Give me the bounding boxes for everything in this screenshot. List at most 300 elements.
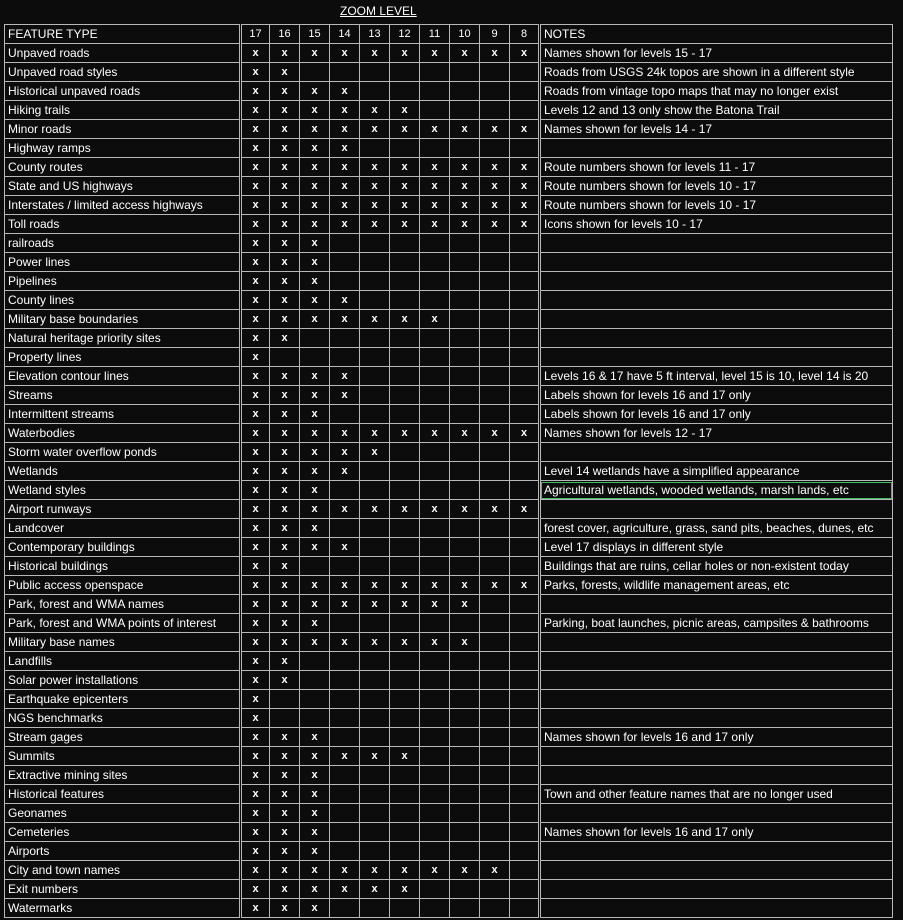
note-cell[interactable] <box>540 861 893 880</box>
zoom-level-cell[interactable] <box>510 234 540 253</box>
zoom-level-cell[interactable] <box>450 652 480 671</box>
zoom-level-cell[interactable]: x <box>480 500 510 519</box>
zoom-level-cell[interactable]: x <box>270 424 300 443</box>
zoom-level-cell[interactable] <box>510 823 540 842</box>
zoom-level-cell[interactable] <box>330 329 360 348</box>
zoom-level-cell[interactable]: x <box>270 899 300 918</box>
zoom-level-cell[interactable]: x <box>270 500 300 519</box>
zoom-level-cell[interactable]: x <box>270 671 300 690</box>
zoom-level-cell[interactable] <box>360 481 390 500</box>
zoom-level-cell[interactable]: x <box>241 310 270 329</box>
zoom-level-cell[interactable]: x <box>390 424 420 443</box>
zoom-level-cell[interactable]: x <box>450 196 480 215</box>
zoom-level-cell[interactable]: x <box>300 443 330 462</box>
zoom-level-cell[interactable] <box>480 386 510 405</box>
zoom-level-cell[interactable]: x <box>270 557 300 576</box>
zoom-level-cell[interactable] <box>480 101 510 120</box>
zoom-level-cell[interactable] <box>450 728 480 747</box>
note-cell[interactable] <box>540 348 893 367</box>
zoom-level-cell[interactable]: x <box>300 766 330 785</box>
zoom-level-cell[interactable]: x <box>241 120 270 139</box>
zoom-level-cell[interactable] <box>450 405 480 424</box>
feature-type-cell[interactable]: Power lines <box>5 253 241 272</box>
zoom-level-cell[interactable] <box>510 614 540 633</box>
zoom-level-cell[interactable]: x <box>510 424 540 443</box>
zoom-level-cell[interactable] <box>330 614 360 633</box>
zoom-level-cell[interactable] <box>360 766 390 785</box>
feature-type-cell[interactable]: Extractive mining sites <box>5 766 241 785</box>
zoom-level-cell[interactable]: x <box>270 329 300 348</box>
zoom-level-cell[interactable]: x <box>300 804 330 823</box>
zoom-level-cell[interactable] <box>300 348 330 367</box>
zoom-level-cell[interactable] <box>510 785 540 804</box>
zoom-level-cell[interactable]: x <box>270 614 300 633</box>
zoom-level-cell[interactable]: x <box>450 633 480 652</box>
zoom-level-cell[interactable] <box>510 405 540 424</box>
zoom-level-cell[interactable] <box>510 671 540 690</box>
feature-type-cell[interactable]: Property lines <box>5 348 241 367</box>
feature-type-cell[interactable]: Waterbodies <box>5 424 241 443</box>
zoom-level-cell[interactable]: x <box>330 101 360 120</box>
zoom-level-cell[interactable] <box>480 519 510 538</box>
zoom-level-cell[interactable] <box>420 614 450 633</box>
zoom-level-cell[interactable] <box>510 899 540 918</box>
note-cell[interactable]: Parks, forests, wildlife management areas, etc <box>540 576 893 595</box>
zoom-level-cell[interactable]: x <box>330 500 360 519</box>
zoom-level-cell[interactable] <box>450 842 480 861</box>
zoom-level-cell[interactable] <box>480 880 510 899</box>
zoom-level-cell[interactable] <box>390 823 420 842</box>
zoom-level-cell[interactable]: x <box>300 785 330 804</box>
zoom-level-cell[interactable] <box>420 329 450 348</box>
feature-type-cell[interactable]: Contemporary buildings <box>5 538 241 557</box>
zoom-level-cell[interactable]: x <box>270 462 300 481</box>
feature-type-cell[interactable]: Storm water overflow ponds <box>5 443 241 462</box>
zoom-level-cell[interactable]: x <box>241 842 270 861</box>
feature-type-cell[interactable]: Cemeteries <box>5 823 241 842</box>
zoom-level-cell[interactable] <box>390 785 420 804</box>
zoom-level-cell[interactable]: x <box>270 234 300 253</box>
zoom-level-cell[interactable] <box>480 899 510 918</box>
zoom-level-cell[interactable] <box>270 348 300 367</box>
zoom-level-cell[interactable]: x <box>241 595 270 614</box>
zoom-level-cell[interactable] <box>390 671 420 690</box>
zoom-level-cell[interactable] <box>330 652 360 671</box>
zoom-level-cell[interactable] <box>510 861 540 880</box>
zoom-level-cell[interactable] <box>330 804 360 823</box>
zoom-level-cell[interactable] <box>360 538 390 557</box>
zoom-level-cell[interactable] <box>450 614 480 633</box>
zoom-level-cell[interactable]: x <box>241 348 270 367</box>
zoom-level-cell[interactable] <box>450 690 480 709</box>
zoom-level-cell[interactable]: x <box>330 120 360 139</box>
zoom-level-cell[interactable] <box>510 291 540 310</box>
zoom-level-cell[interactable] <box>390 614 420 633</box>
zoom-level-cell[interactable]: x <box>241 633 270 652</box>
zoom-level-cell[interactable] <box>480 671 510 690</box>
note-cell[interactable] <box>540 443 893 462</box>
zoom-level-cell[interactable]: x <box>480 861 510 880</box>
zoom-level-cell[interactable] <box>300 671 330 690</box>
zoom-level-cell[interactable] <box>390 443 420 462</box>
zoom-level-cell[interactable] <box>420 367 450 386</box>
zoom-level-cell[interactable]: x <box>300 386 330 405</box>
zoom-level-cell[interactable] <box>360 614 390 633</box>
zoom-level-cell[interactable] <box>450 671 480 690</box>
zoom-level-cell[interactable]: x <box>330 44 360 63</box>
zoom-level-cell[interactable] <box>480 538 510 557</box>
zoom-level-cell[interactable]: x <box>330 196 360 215</box>
zoom-level-cell[interactable] <box>420 101 450 120</box>
zoom-level-cell[interactable]: x <box>270 253 300 272</box>
zoom-level-cell[interactable]: x <box>360 880 390 899</box>
zoom-level-cell[interactable] <box>420 766 450 785</box>
zoom-level-cell[interactable]: x <box>270 310 300 329</box>
zoom-level-cell[interactable]: x <box>420 196 450 215</box>
zoom-level-cell[interactable]: x <box>241 82 270 101</box>
zoom-level-cell[interactable] <box>330 481 360 500</box>
zoom-level-cell[interactable] <box>450 63 480 82</box>
zoom-level-cell[interactable]: x <box>450 44 480 63</box>
zoom-level-cell[interactable] <box>390 367 420 386</box>
feature-type-cell[interactable]: NGS benchmarks <box>5 709 241 728</box>
zoom-level-cell[interactable]: x <box>330 576 360 595</box>
zoom-level-cell[interactable] <box>420 880 450 899</box>
zoom-level-cell[interactable]: x <box>300 880 330 899</box>
zoom-level-cell[interactable]: x <box>330 82 360 101</box>
zoom-level-cell[interactable]: x <box>420 576 450 595</box>
note-cell[interactable]: Route numbers shown for levels 11 - 17 <box>540 158 893 177</box>
zoom-level-cell[interactable] <box>510 367 540 386</box>
zoom-level-cell[interactable] <box>390 386 420 405</box>
zoom-level-cell[interactable]: x <box>360 158 390 177</box>
zoom-level-cell[interactable]: x <box>330 861 360 880</box>
zoom-level-cell[interactable] <box>360 785 390 804</box>
feature-type-cell[interactable]: Military base names <box>5 633 241 652</box>
zoom-level-cell[interactable]: x <box>300 158 330 177</box>
note-cell[interactable]: Level 14 wetlands have a simplified appearance <box>540 462 893 481</box>
zoom-level-cell[interactable] <box>480 842 510 861</box>
zoom-level-cell[interactable]: x <box>390 120 420 139</box>
zoom-level-cell[interactable]: x <box>390 196 420 215</box>
zoom-level-cell[interactable] <box>450 766 480 785</box>
zoom-level-cell[interactable]: x <box>480 215 510 234</box>
zoom-level-cell[interactable]: x <box>241 671 270 690</box>
feature-type-cell[interactable]: Airport runways <box>5 500 241 519</box>
zoom-level-cell[interactable] <box>480 595 510 614</box>
zoom-level-cell[interactable]: x <box>241 766 270 785</box>
zoom-level-cell[interactable]: x <box>300 633 330 652</box>
zoom-level-cell[interactable] <box>510 804 540 823</box>
zoom-level-cell[interactable] <box>360 823 390 842</box>
zoom-level-cell[interactable]: x <box>420 500 450 519</box>
zoom-level-cell[interactable] <box>390 766 420 785</box>
zoom-level-cell[interactable]: x <box>270 804 300 823</box>
zoom-level-cell[interactable]: x <box>420 310 450 329</box>
zoom-level-cell[interactable]: x <box>241 785 270 804</box>
zoom-level-cell[interactable] <box>300 557 330 576</box>
zoom-level-cell[interactable]: x <box>300 576 330 595</box>
zoom-level-cell[interactable] <box>390 329 420 348</box>
zoom-level-cell[interactable] <box>420 690 450 709</box>
zoom-level-cell[interactable]: x <box>241 747 270 766</box>
zoom-level-cell[interactable]: x <box>300 861 330 880</box>
zoom-level-cell[interactable]: x <box>330 215 360 234</box>
zoom-level-cell[interactable]: x <box>420 861 450 880</box>
zoom-level-cell[interactable]: x <box>360 443 390 462</box>
zoom-level-cell[interactable]: x <box>360 101 390 120</box>
zoom-level-cell[interactable]: x <box>241 101 270 120</box>
note-cell[interactable] <box>540 234 893 253</box>
zoom-level-cell[interactable]: x <box>360 215 390 234</box>
zoom-level-cell[interactable] <box>450 709 480 728</box>
zoom-level-cell[interactable]: x <box>360 633 390 652</box>
feature-type-cell[interactable]: Stream gages <box>5 728 241 747</box>
zoom-level-cell[interactable] <box>270 690 300 709</box>
feature-type-cell[interactable]: Solar power installations <box>5 671 241 690</box>
zoom-level-cell[interactable] <box>420 671 450 690</box>
zoom-level-cell[interactable]: x <box>270 842 300 861</box>
zoom-level-cell[interactable]: x <box>270 728 300 747</box>
zoom-level-cell[interactable] <box>420 139 450 158</box>
zoom-level-cell[interactable]: x <box>480 44 510 63</box>
zoom-level-cell[interactable] <box>420 405 450 424</box>
zoom-level-cell[interactable] <box>270 709 300 728</box>
zoom-level-cell[interactable]: x <box>480 120 510 139</box>
zoom-level-cell[interactable] <box>420 386 450 405</box>
zoom-level-cell[interactable] <box>510 139 540 158</box>
zoom-level-cell[interactable] <box>390 652 420 671</box>
zoom-level-cell[interactable]: x <box>390 595 420 614</box>
note-cell[interactable]: forest cover, agriculture, grass, sand pits, beaches, dunes, etc <box>540 519 893 538</box>
zoom-level-cell[interactable] <box>300 709 330 728</box>
note-cell[interactable] <box>540 690 893 709</box>
zoom-level-cell[interactable]: x <box>480 576 510 595</box>
zoom-level-cell[interactable]: x <box>300 747 330 766</box>
zoom-level-cell[interactable] <box>330 899 360 918</box>
zoom-level-cell[interactable]: x <box>300 253 330 272</box>
zoom-level-cell[interactable] <box>510 633 540 652</box>
zoom-level-cell[interactable] <box>480 329 510 348</box>
zoom-level-cell[interactable] <box>450 823 480 842</box>
zoom-level-cell[interactable]: x <box>241 253 270 272</box>
zoom-level-cell[interactable]: x <box>241 329 270 348</box>
zoom-level-cell[interactable]: x <box>450 424 480 443</box>
zoom-level-cell[interactable] <box>510 253 540 272</box>
feature-type-cell[interactable]: Natural heritage priority sites <box>5 329 241 348</box>
zoom-level-cell[interactable]: x <box>241 291 270 310</box>
feature-type-cell[interactable]: Wetlands <box>5 462 241 481</box>
feature-type-cell[interactable]: Historical buildings <box>5 557 241 576</box>
zoom-level-cell[interactable] <box>420 443 450 462</box>
zoom-level-cell[interactable] <box>330 63 360 82</box>
zoom-level-cell[interactable] <box>480 139 510 158</box>
feature-type-cell[interactable]: City and town names <box>5 861 241 880</box>
note-cell[interactable] <box>540 500 893 519</box>
note-cell[interactable] <box>540 291 893 310</box>
zoom-level-cell[interactable]: x <box>450 120 480 139</box>
zoom-level-cell[interactable]: x <box>300 310 330 329</box>
zoom-level-cell[interactable]: x <box>360 500 390 519</box>
zoom-level-cell[interactable]: x <box>241 557 270 576</box>
feature-type-cell[interactable]: Minor roads <box>5 120 241 139</box>
zoom-level-cell[interactable]: x <box>270 633 300 652</box>
zoom-level-cell[interactable]: x <box>241 728 270 747</box>
zoom-level-cell[interactable] <box>450 367 480 386</box>
zoom-level-cell[interactable]: x <box>300 196 330 215</box>
zoom-level-cell[interactable] <box>390 519 420 538</box>
note-cell[interactable] <box>540 804 893 823</box>
zoom-level-cell[interactable] <box>510 462 540 481</box>
zoom-level-cell[interactable]: x <box>300 481 330 500</box>
zoom-level-cell[interactable] <box>510 329 540 348</box>
feature-type-cell[interactable]: Streams <box>5 386 241 405</box>
zoom-level-cell[interactable]: x <box>270 861 300 880</box>
zoom-level-cell[interactable]: x <box>241 272 270 291</box>
zoom-level-cell[interactable]: x <box>330 595 360 614</box>
zoom-level-cell[interactable]: x <box>360 177 390 196</box>
zoom-level-cell[interactable]: x <box>390 158 420 177</box>
zoom-level-cell[interactable] <box>360 405 390 424</box>
note-cell[interactable] <box>540 652 893 671</box>
zoom-level-cell[interactable] <box>360 367 390 386</box>
zoom-level-cell[interactable]: x <box>300 462 330 481</box>
zoom-level-cell[interactable]: x <box>420 424 450 443</box>
zoom-level-cell[interactable]: x <box>420 44 450 63</box>
zoom-level-cell[interactable] <box>510 386 540 405</box>
note-cell[interactable] <box>540 709 893 728</box>
zoom-level-cell[interactable] <box>480 405 510 424</box>
feature-type-cell[interactable]: Highway ramps <box>5 139 241 158</box>
zoom-level-cell[interactable] <box>420 747 450 766</box>
feature-type-cell[interactable]: Military base boundaries <box>5 310 241 329</box>
zoom-level-cell[interactable] <box>390 481 420 500</box>
note-cell[interactable]: Route numbers shown for levels 10 - 17 <box>540 177 893 196</box>
zoom-level-cell[interactable]: x <box>241 538 270 557</box>
zoom-level-cell[interactable] <box>360 272 390 291</box>
zoom-level-cell[interactable]: x <box>270 196 300 215</box>
note-cell[interactable]: Level 17 displays in different style <box>540 538 893 557</box>
zoom-level-cell[interactable]: x <box>420 120 450 139</box>
feature-type-cell[interactable]: Historical features <box>5 785 241 804</box>
zoom-level-cell[interactable]: x <box>510 196 540 215</box>
feature-type-cell[interactable]: State and US highways <box>5 177 241 196</box>
zoom-level-cell[interactable] <box>390 253 420 272</box>
zoom-level-cell[interactable] <box>360 519 390 538</box>
zoom-level-cell[interactable] <box>360 709 390 728</box>
zoom-level-cell[interactable] <box>510 557 540 576</box>
zoom-level-cell[interactable] <box>420 348 450 367</box>
zoom-level-cell[interactable]: x <box>270 82 300 101</box>
zoom-level-cell[interactable]: x <box>241 177 270 196</box>
zoom-level-cell[interactable] <box>420 899 450 918</box>
zoom-level-cell[interactable] <box>510 595 540 614</box>
zoom-level-cell[interactable]: x <box>241 899 270 918</box>
zoom-level-cell[interactable]: x <box>270 272 300 291</box>
zoom-level-cell[interactable] <box>300 63 330 82</box>
zoom-level-cell[interactable]: x <box>270 747 300 766</box>
zoom-level-cell[interactable]: x <box>510 576 540 595</box>
zoom-level-cell[interactable] <box>390 728 420 747</box>
zoom-level-cell[interactable] <box>510 652 540 671</box>
zoom-level-cell[interactable]: x <box>241 158 270 177</box>
zoom-level-cell[interactable] <box>360 690 390 709</box>
feature-type-cell[interactable]: Watermarks <box>5 899 241 918</box>
zoom-level-cell[interactable] <box>510 63 540 82</box>
zoom-level-cell[interactable] <box>480 823 510 842</box>
zoom-level-cell[interactable] <box>510 443 540 462</box>
zoom-level-cell[interactable]: x <box>300 82 330 101</box>
zoom-level-cell[interactable] <box>510 348 540 367</box>
zoom-level-cell[interactable]: x <box>330 177 360 196</box>
zoom-level-cell[interactable]: x <box>300 291 330 310</box>
zoom-level-cell[interactable] <box>450 519 480 538</box>
zoom-level-cell[interactable] <box>510 82 540 101</box>
zoom-level-cell[interactable] <box>330 690 360 709</box>
zoom-level-cell[interactable] <box>510 310 540 329</box>
zoom-level-cell[interactable] <box>450 747 480 766</box>
zoom-level-cell[interactable] <box>510 538 540 557</box>
zoom-level-cell[interactable] <box>360 82 390 101</box>
zoom-level-cell[interactable]: x <box>241 44 270 63</box>
zoom-level-cell[interactable] <box>510 481 540 500</box>
zoom-level-cell[interactable]: x <box>390 861 420 880</box>
note-cell[interactable] <box>540 880 893 899</box>
zoom-level-cell[interactable]: x <box>330 139 360 158</box>
zoom-level-cell[interactable] <box>390 842 420 861</box>
zoom-level-cell[interactable] <box>330 728 360 747</box>
zoom-level-cell[interactable]: x <box>300 234 330 253</box>
zoom-level-cell[interactable]: x <box>270 880 300 899</box>
zoom-level-cell[interactable] <box>450 101 480 120</box>
note-cell[interactable]: Labels shown for levels 16 and 17 only <box>540 386 893 405</box>
note-cell[interactable]: Names shown for levels 14 - 17 <box>540 120 893 139</box>
zoom-level-cell[interactable]: x <box>360 44 390 63</box>
feature-type-cell[interactable]: Public access openspace <box>5 576 241 595</box>
zoom-level-cell[interactable] <box>390 804 420 823</box>
zoom-level-cell[interactable]: x <box>360 424 390 443</box>
note-cell[interactable]: Buildings that are ruins, cellar holes or non-existent today <box>540 557 893 576</box>
zoom-level-cell[interactable] <box>480 481 510 500</box>
zoom-level-cell[interactable]: x <box>390 44 420 63</box>
feature-type-cell[interactable]: Hiking trails <box>5 101 241 120</box>
zoom-level-cell[interactable] <box>330 519 360 538</box>
feature-type-cell[interactable]: Landcover <box>5 519 241 538</box>
feature-type-cell[interactable]: Pipelines <box>5 272 241 291</box>
feature-type-cell[interactable]: Geonames <box>5 804 241 823</box>
zoom-level-cell[interactable]: x <box>450 576 480 595</box>
zoom-level-cell[interactable]: x <box>360 576 390 595</box>
zoom-level-cell[interactable]: x <box>360 861 390 880</box>
zoom-level-cell[interactable]: x <box>300 272 330 291</box>
zoom-level-cell[interactable] <box>480 253 510 272</box>
zoom-level-cell[interactable] <box>390 405 420 424</box>
zoom-level-cell[interactable] <box>450 82 480 101</box>
feature-type-cell[interactable]: Historical unpaved roads <box>5 82 241 101</box>
zoom-level-cell[interactable] <box>480 348 510 367</box>
zoom-level-cell[interactable] <box>480 804 510 823</box>
zoom-level-cell[interactable]: x <box>270 823 300 842</box>
note-cell[interactable] <box>540 747 893 766</box>
zoom-level-cell[interactable] <box>390 139 420 158</box>
zoom-level-cell[interactable] <box>300 690 330 709</box>
zoom-level-cell[interactable] <box>390 462 420 481</box>
zoom-level-cell[interactable]: x <box>300 500 330 519</box>
zoom-level-cell[interactable] <box>450 329 480 348</box>
zoom-level-cell[interactable] <box>480 728 510 747</box>
zoom-level-cell[interactable] <box>420 519 450 538</box>
zoom-level-cell[interactable]: x <box>241 576 270 595</box>
